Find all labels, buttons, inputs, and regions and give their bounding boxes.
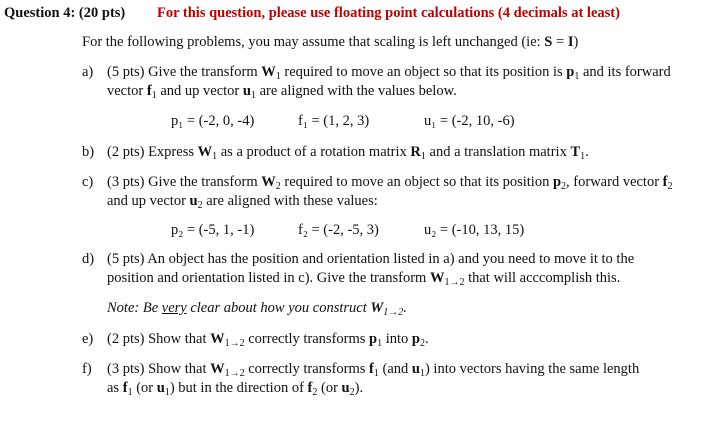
instruction-text: For this question, please use floating point calculations (4 decimals at least)	[157, 5, 620, 21]
part-a-marker: a)	[82, 64, 94, 80]
part-c-u-value: u₂ = (-10, 13, 15)	[424, 222, 525, 238]
part-a-p-value: p₁ = (-2, 0, -4)	[171, 113, 255, 129]
part-d-marker: d)	[82, 251, 95, 267]
part-f-marker: f)	[82, 361, 92, 377]
part-d-note: Note: Be very clear about how you construct $W_{1\to 2}$.	[107, 300, 407, 318]
part-c-marker: c)	[82, 174, 94, 190]
part-a-line1: (5 pts) Give the transform $W_1$ required to move an object so that its position is $p_1$ and its forward	[107, 64, 671, 82]
part-f-line1: (3 pts) Show that $W_{1\to 2}$ correctly transforms $f_1$ (and $u_1$) into vectors having the same length	[107, 361, 640, 379]
part-b-marker: b)	[82, 144, 95, 160]
question-title: Question 4: (20 pts)	[4, 5, 126, 21]
part-c-f-value: f₂ = (-2, -5, 3)	[298, 222, 379, 238]
part-c-line2: and up vector $u_2$ are aligned with these values:	[107, 193, 378, 211]
part-d-line2: position and orientation listed in c). Give the transform $W_{1\to 2}$ that will acccomplish this.	[107, 270, 621, 288]
intro-text: For the following problems, you may assume that scaling is left unchanged (ie: S = I)	[82, 34, 579, 50]
part-c-line1: (3 pts) Give the transform $W_2$ required to move an object so that its position $p_2$, forward vector $f_2$	[107, 174, 673, 192]
part-e-text: (2 pts) Show that $W_{1\to 2}$ correctly transforms $p_1$ into $p_2$.	[107, 331, 429, 349]
part-b-text: (2 pts) Express $W_1$ as a product of a rotation matrix $R_1$ and a translation matrix $T_1$.	[107, 144, 589, 162]
part-f-line2: as $f_1$ (or $u_1$) but in the direction of $f_2$ (or $u_2$).	[107, 380, 364, 398]
part-c-p-value: p₂ = (-5, 1, -1)	[171, 222, 255, 238]
part-a-u-value: u₁ = (-2, 10, -6)	[424, 113, 515, 129]
part-a-line2: vector $f_1$ and up vector $u_1$ are aligned with the values below.	[107, 83, 457, 101]
part-d-line1: (5 pts) An object has the position and orientation listed in a) and you need to move it to the	[107, 251, 635, 267]
part-e-marker: e)	[82, 331, 94, 347]
part-a-f-value: f₁ = (1, 2, 3)	[298, 113, 370, 129]
